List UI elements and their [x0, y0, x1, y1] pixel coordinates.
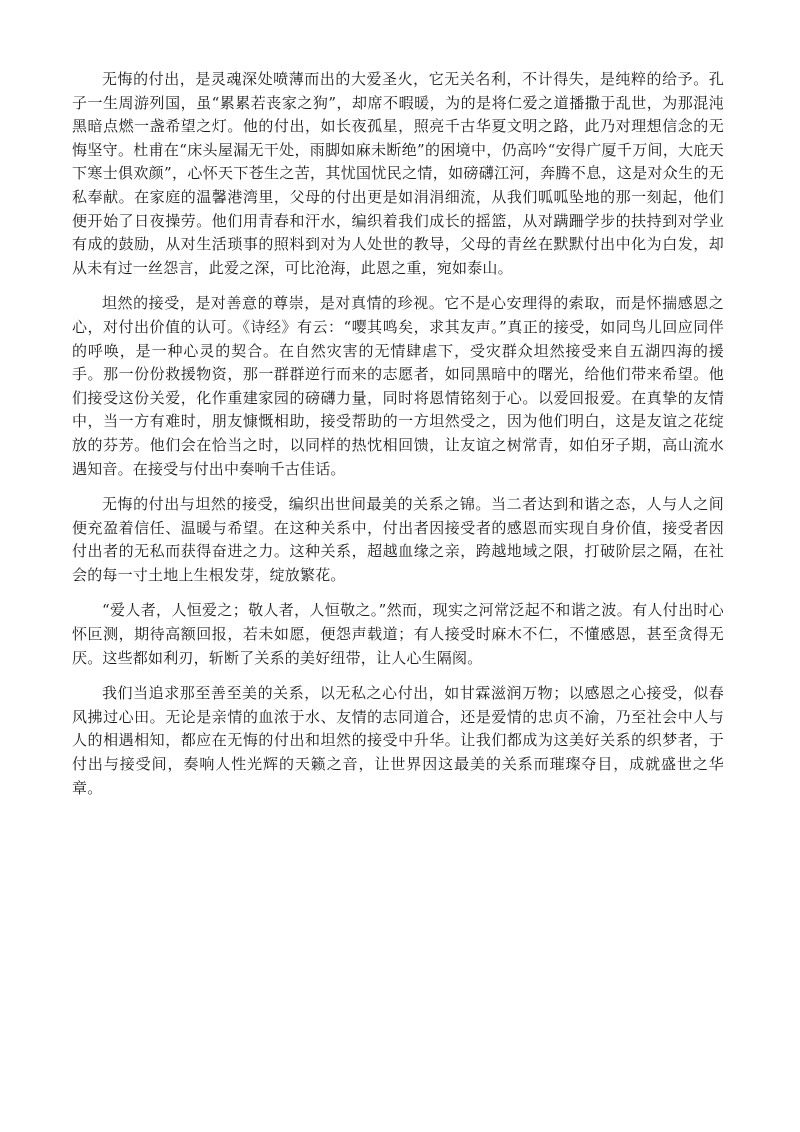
paragraph-2: 坦然的接受，是对善意的尊崇，是对真情的珍视。它不是心安理得的索取，而是怀揣感恩之心，对付出价值的认可。《诗经》有云：“嘤其鸣矣，求其友声。”真正的接受，如同鸟儿回应同伴的呼唤，是一种心灵的契合。在自然灾害的无情肆虐下，受灾群众坦然接受来自五湖四海的援手。那一份份救援物资，那一群群逆行而来的志愿者，如同黑暗中的曙光，给他们带来希望。他们接受这份关爱，化作重建家园的磅礴力量，同时将恩情铭刻于心。以爱回报爱。在真挚的友情中，当一方有难时，朋友慷慨相助，接受帮助的一方坦然受之，因为他们明白，这是友谊之花绽放的芬芳。他们会在恰当之时，以同样的热忱相回馈，让友谊之树常青，如伯牙子期，高山流水遇知音。在接受与付出中奏响千古佳话。 — [72, 294, 724, 478]
essay-body — [72, 68, 724, 812]
paragraph-4: “爱人者，人恒爱之；敬人者，人恒敬之。”然而，现实之河常泛起不和谐之波。有人付出时心怀叵测，期待高额回报，若未如愿，便怨声载道；有人接受时麻木不仁，不懂感恩，甚至贪得无厌。这些都如利刃，斩断了关系的美好纽带，让人心生隔阂。 — [72, 601, 724, 667]
paragraph-5: 我们当追求那至善至美的关系，以无私之心付出，如甘霖滋润万物；以感恩之心接受，似春风拂过心田。无论是亲情的血浓于水、友情的志同道合，还是爱情的忠贞不渝，乃至社会中人与人的相遇相知，都应在无悔的付出和坦然的接受中升华。让我们都成为这美好关系的织梦者，于付出与接受间，奏响人性光辉的天籁之音，让世界因这最美的关系而璀璨夺目，成就盛世之华章。 — [72, 684, 724, 797]
paragraph-1: 无悔的付出，是灵魂深处喷薄而出的大爱圣火，它无关名利，不计得失，是纯粹的给予。孔子一生周游列国，虽“累累若丧家之狗”，却席不暇暖，为的是将仁爱之道播撒于乱世，为那混沌黑暗点燃一盏希望之灯。他的付出，如长夜孤星，照亮千古华夏文明之路，此乃对理想信念的无悔坚守。杜甫在“床头屋漏无干处，雨脚如麻未断绝”的困境中，仍高吟“安得广厦千万间，大庇天下寒士俱欢颜”，心怀天下苍生之苦，其忧国忧民之情，如磅礴江河，奔腾不息，这是对众生的无私奉献。在家庭的温馨港湾里，父母的付出更是如涓涓细流，从我们呱呱坠地的那一刻起，他们便开始了日夜操劳。他们用青春和汗水，编织着我们成长的摇篮，从对蹒跚学步的扶持到对学业有成的鼓励，从对生活琐事的照料到对为人处世的教导，父母的青丝在默默付出中化为白发，却从未有过一丝怨言，此爱之深，可比沧海，此恩之重，宛如泰山。 — [72, 70, 724, 277]
paragraph-3: 无悔的付出与坦然的接受，编织出世间最美的关系之锦。当二者达到和谐之态，人与人之间便充盈着信任、温暖与希望。在这种关系中，付出者因接受者的感恩而实现自身价值，接受者因付出者的无私而获得奋进之力。这种关系，超越血缘之亲，跨越地域之限，打破阶层之隔，在社会的每一寸土地上生根发芽，绽放繁花。 — [72, 495, 724, 584]
